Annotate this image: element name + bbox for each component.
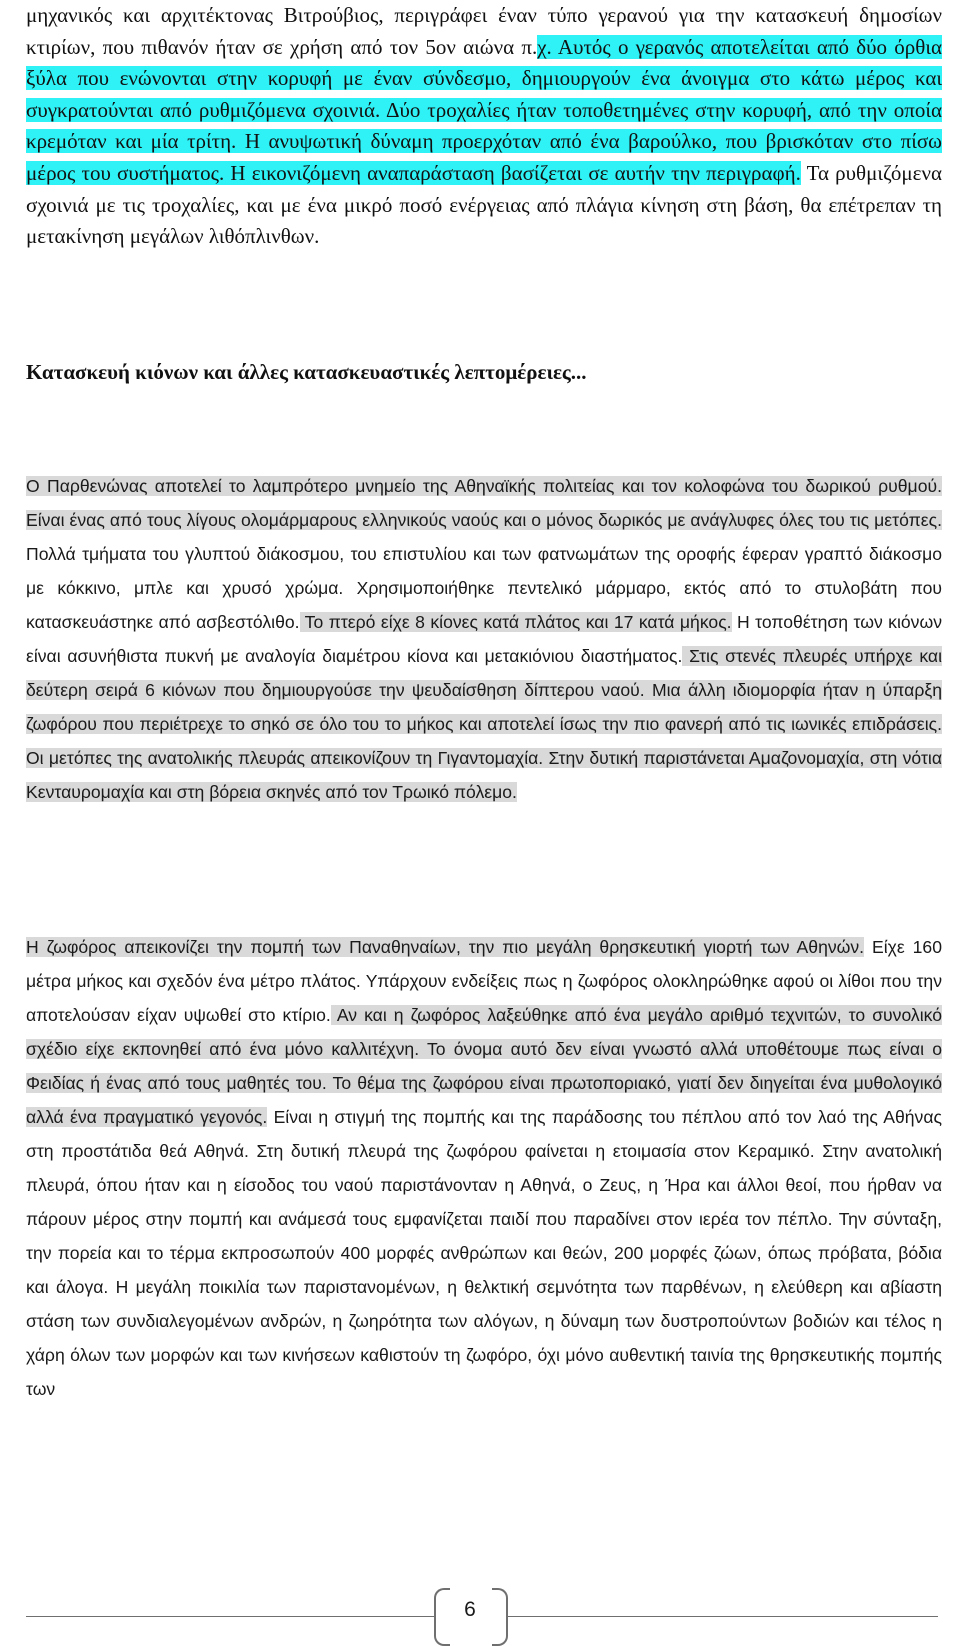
page-number: 6 [464,1598,476,1621]
highlighted-text-run: Το πτερό είχε 8 κίονες κατά πλάτος και 17 κατά μήκος. [299,612,732,632]
text-run: χ. Αυτός ο γερανός αποτελείται από δύο όρθια ξύλα που ενώνονται στην κορυφή με έναν σύνδεσμο, δημιουργούν ένα άνοιγμα στο κάτω μέρος και συγκρατούνται από ρυθμιζόμενα σχοινιά. [26,34,942,122]
paragraph-crane-description [26,0,942,253]
text-run: Είναι η στιγμή της πομπής και της παράδοσης του πέπλου από τον λαό της Αθήνας στη προστάτιδα θεά Αθηνά. Στη δυτική πλευρά της ζωφόρου φαίνεται η ετοιμασία στον Κεραμικό. Στην ανατολική πλευρά, όπου ήταν και η είσοδος του ναού παριστάνονταν η Αθηνά, ο Ζευς, η Ήρα και άλλοι θεοί, που ήρθαν να πάρουν μέρος στην πομπή και ανάμεσά τους εμφανίζεται παιδί που παραδίνει στον ιερέα τον πέπλο. Την σύνταξη, την πορεία και το τέρμα εκπροσωπούν 400 μορφές ανθρώπων και θεών, 200 μορφές ζώων, όπως πρόβατα, βόδια και άλογα. Η μεγάλη ποικιλία των παριστανομένων, η θελκτική σεμνότητα των παρθένων, η ελεύθερη και αβίαστη στάση των συνδιαλεγομένων ανδρών, η ζωηρότητα των αλόγων, η δύναμη των δυστροπούντων βοδιών και τέλος η χάρη όλων των μορφών και των κινήσεων καθιστούν τη ζωφόρο, όχι μόνο αυθεντική ταινία της θρησκευτικής πομπής των [26,1107,942,1399]
text-run: Η εικονιζόμενη αναπαράσταση βασίζεται σε αυτήν την περιγραφή. [224,160,801,185]
text-run: Τα ρυθμιζόμενα σχοινιά με τις τροχαλίες, και με ένα μικρό ποσό ενέργειας από πλάγια κίνηση στη βάση, θα επέτρεπαν τη μετακίνηση μεγάλων λιθόπλινθων. [26,160,942,249]
highlighted-text-run: Στις στενές πλευρές υπήρχε και δεύτερη σειρά 6 κιόνων που δημιουργούσε την ψευδαίσθηση δίπτερου ναού. Μια άλλη ιδιομορφία ήταν η ύπαρξη ζωφόρου που περιέτρεχε το σηκό σε όλο του το μήκος και αποτελεί ίσως την πιο φανερή από τις ιωνικές επιδράσεις. Οι μετόπες της ανατολικής πλευράς απεικονίζουν τη Γιγαντομαχία. Στην δυτική παριστάνεται Αμαζονομαχία, στη νότια Κενταυρομαχία και στη βόρεια σκηνές από τον Τρωικό πόλεμο. [26,646,942,802]
text-run: μηχανικός και αρχιτέκτονας Βιτρούβιος, περιγράφει έναν τύπο γερανού για την κατασκευή δημοσίων κτιρίων, που πιθανόν ήταν σε χρήση από τον 5ον αιώνα π. [26,3,942,59]
text-run: Δύο τροχαλίες ήταν τοποθετημένες στην κορυφή, από την οποία κρεμόταν και μία τρίτη. [26,97,942,154]
footer-rule-left [26,1616,434,1617]
section-heading: Κατασκευή κιόνων και άλλες κατασκευαστικές λεπτομέρειες... [26,360,587,384]
text-run: Η ανυψωτική δύναμη προερχόταν από ένα βαρούλκο, που βρισκόταν στο πίσω μέρος του συστήματος. [26,129,942,185]
highlighted-text-run: Αν και η ζωφόρος λαξεύθηκε από ένα μεγάλο αριθμό τεχνιτών, το συνολικό σχέδιο είχε εκπονηθεί από ένα μόνο καλλιτέχνη. Το όνομα αυτό δεν είναι γνωστό αλλά υποθέτουμε πως είναι ο Φειδίας ή ένας από τους μαθητές του. Το θέμα της ζωφόρου είναι πρωτοποριακό, γιατί δεν διηγείται ένα μυθολογικό αλλά ένα πραγματικό γεγονός. [26,1005,942,1127]
footer-brace-right [492,1588,508,1646]
paragraph-frieze [26,930,942,1406]
footer-rule-right [508,1616,938,1617]
highlighted-text-run: Ο Παρθενώνας αποτελεί το λαμπρότερο μνημείο της Αθηναϊκής πολιτείας και τον κολοφώνα του δωρικού ρυθμού. Είναι ένας από τους λίγους ολομάρμαρους ελληνικούς ναούς και ο μόνος δωρικός με ανάγλυφες όλες του τις μετόπες. [26,476,942,530]
text-run: Η τοποθέτηση των κιόνων είναι ασυνήθιστα πυκνή με αναλογία διαμέτρου κίονα και μετακιόνιου διαστήματος. [26,612,942,666]
paragraph-parthenon [26,469,942,809]
text-run: Πολλά τμήματα του γλυπτού διάκοσμου, του επιστυλίου και των φατνωμάτων της οροφής έφεραν γραπτό διάκοσμο με κόκκινο, μπλε και χρυσό χρώμα. Χρησιμοποιήθηκε πεντελικό μάρμαρο, εκτός από το στυλοβάτη που κατασκευάστηκε από ασβεστόλιθο. [26,544,942,632]
text-run: Είχε 160 μέτρα μήκος και σχεδόν ένα μέτρο πλάτος. Υπάρχουν ενδείξεις πως η ζωφόρος ολοκληρώθηκε αφού οι λίθοι που την αποτελούσαν είχαν υψωθεί στο κτίριο. [26,937,942,1025]
highlighted-text-run: Η ζωφόρος απεικονίζει την πομπή των Παναθηναίων, την πιο μεγάλη θρησκευτική γιορτή των Αθηνών. [26,937,865,957]
